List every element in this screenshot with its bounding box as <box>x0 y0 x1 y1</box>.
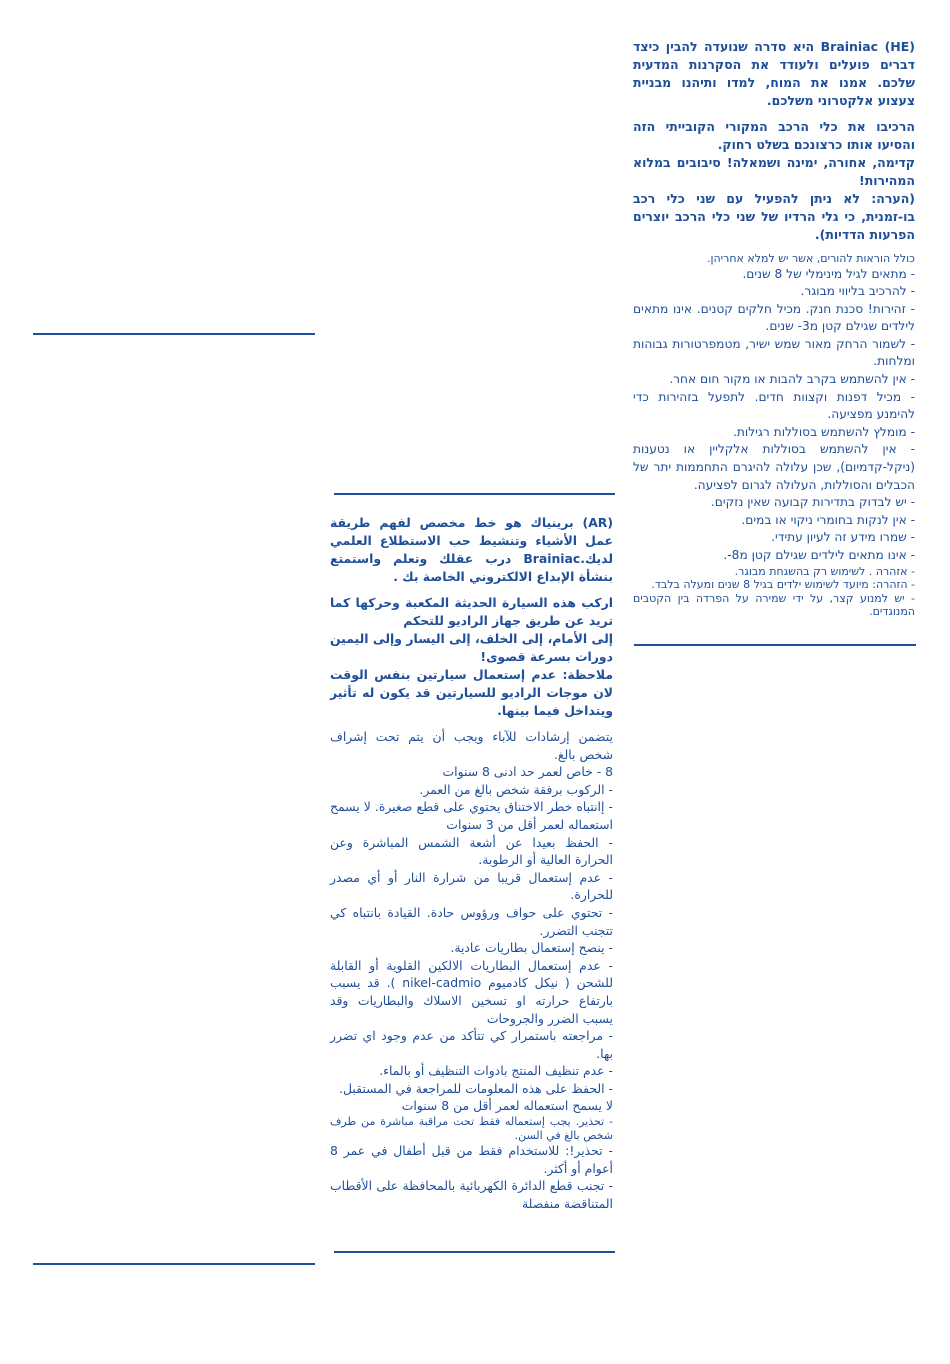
arabic-instruction-item: - ينصح إستعمال بطاريات عادية. <box>450 940 613 956</box>
hebrew-intro-paragraph: Brainiac (HE) היא סדרה שנועדה להבין כיצד דברים פועלים ולעודד את הסקרנות המדעית שלכם. אמנו את המוח, למדו ותיהנו מבניית צעצוע אלקטרוני משלכם. <box>633 39 916 108</box>
arabic-instruction-item: - تحتوي على حواف ورؤوس حادة. القيادة بانتباه كي تتجنب التضرر. <box>330 904 613 938</box>
hebrew-instruction-item: - מומלץ להשתמש בסוללות רגילות. <box>733 424 915 439</box>
divider-line <box>334 493 615 495</box>
arabic-warning-item: - تحذير!: للاستخدام فقط من قبل أطفال في عمر 8 أعوام أو أكثر. <box>330 1143 613 1176</box>
divider-line <box>33 1263 315 1265</box>
hebrew-warning-item: - אזהרה . לשימוש רק בהשגחת מבוגר. <box>734 564 915 578</box>
arabic-intro-paragraph: اركب هذه السيارة الحديثة المكعبة وحركها كما تريد عن طريق جهاز الراديو للتحكم <box>330 595 613 628</box>
arabic-instruction-item: 8 - خاص لعمر حد ادنى 8 سنوات <box>442 764 613 780</box>
arabic-instruction-item: - عدم إستعمال قريبا من شرارة النار أو أي مصدر للحرارة. <box>330 869 613 903</box>
hebrew-intro-paragraph: (הערה: לא ניתן להפעיל עם שני כלי רכב בו-זמנית, כי גלי הרדיו של שני כלי הרכב יוצרים הפרעות הדדיות). <box>633 191 915 242</box>
arabic-instruction-item: - مراجعته باستمرار كي تتأكد من عدم وجود اي تضرر بها. <box>330 1028 613 1061</box>
hebrew-intro <box>633 38 915 244</box>
arabic-intro-paragraph: إلى الأمام، إلى الخلف، إلى اليسار وإلى اليمين دورات بسرعة قصوى! <box>330 631 613 664</box>
arabic-instruction-item: - عدم إستعمال البطاريات الالكين القلوية أو القابلة للشحن ( نيكل كادميوم nikel-cadmio ). قد يسبب بارتفاع حرارته او تسخين الاسلاك والبطاريات وقد يسبب الضرر والجروحات <box>330 957 613 1026</box>
arabic-instruction-item: - الركوب برفقة شخص بالغ من العمر. <box>419 781 613 797</box>
divider-line <box>634 644 916 646</box>
arabic-instructions <box>330 728 613 1212</box>
hebrew-instruction-item: - לשמור הרחק מאור שמש ישיר, מטמפרטורות גבוהות ומלחות. <box>633 336 915 369</box>
hebrew-instruction-item: - מכיל דפנות וקצוות חדים. לתפעל בזהירות כדי להימנע מפציעה. <box>633 389 915 422</box>
arabic-instruction-item: - الحفظ بعيدا عن أشعة الشمس المباشرة وعن الحرارة العالية أو الرطوبة. <box>330 834 613 868</box>
hebrew-instruction-item: - אין להשתמש בקרב להבות או מקור חום אחר. <box>669 372 915 387</box>
hebrew-instruction-item: - להרכיב בליווי מבוגר. <box>800 284 915 299</box>
hebrew-instruction-item: - שמרו מידע זה לעיון עתידי. <box>771 530 915 545</box>
hebrew-warning-item: - יש למנוע קצר, על ידי שמירה על הפרדה בין הקטבים המנוגדים. <box>633 591 915 619</box>
hebrew-instructions <box>633 252 915 619</box>
arabic-warning-item: - تحذير. يجب إستعماله فقط تحت مراقبة مباشرة من طرف شخص بالغ في السن. <box>330 1115 613 1142</box>
arabic-instruction-item: لا يسمح استعماله لعمر أقل من 8 سنوات <box>401 1098 613 1114</box>
arabic-instruction-item: - الحفظ على هذه المعلومات للمراجعة في المستقبل. <box>339 1080 613 1096</box>
hebrew-intro-paragraph: קדימה, אחורה, ימינה ושמאלה! סיבובים במלוא המהירות! <box>633 155 915 188</box>
divider-line <box>334 1251 615 1253</box>
hebrew-section <box>633 38 915 619</box>
hebrew-instruction-item: - אין לנקות בחומרי ניקוי או במים. <box>741 512 915 527</box>
hebrew-instruction-item: - אינו מתאים לילדים שגילם קטן מ8-. <box>723 548 915 562</box>
arabic-instruction-item: - إانتباه خطر الاختناق يحتوي على قطع صغيرة. لا يسمح استعماله لعمر أقل من 3 سنوات <box>330 799 613 832</box>
arabic-section <box>330 514 613 1212</box>
hebrew-instruction-item: - מתאים לגיל מינימלי של 8 שנים. <box>742 266 915 281</box>
hebrew-instruction-item: כולל הוראות להורים, אשר יש למלא אחריהן. <box>707 252 915 265</box>
hebrew-instruction-item: - יש לבדוק בתדירות קבועה שאין נזקים. <box>710 495 915 510</box>
arabic-warning-item: - تجنب قطع الدائرة الكهربائية بالمحافظة على الأقطاب المتناقضة منفصلة <box>330 1178 613 1211</box>
arabic-instruction-item: - عدم تنظيف المنتج بادوات التنظيف أو بالماء. <box>379 1063 613 1079</box>
hebrew-intro-paragraph: הרכיבו את כלי הרכב המקורי הקובייתי הזה והסיעו אותו כרצונכם בשלט רחוק. <box>633 119 915 152</box>
arabic-intro <box>330 514 613 720</box>
arabic-instruction-item: يتضمن إرشادات للآباء ويجب أن يتم تحت إشراف شخص بالغ. <box>330 729 613 762</box>
hebrew-instruction-item: - זהירות! סכנת חנק. מכיל חלקים קטנים. אינו מתאים לילדים שגילם קטן מ3- שנים. <box>633 301 915 334</box>
hebrew-warning-item: - הזהרה: מיועד לשימוש ילדים בגיל 8 שנים ומעלה בלבד. <box>651 578 915 592</box>
arabic-intro-paragraph: ملاحظة: عدم إستعمال سيارتين بنفس الوقت لان موجات الراديو للسيارتين قد يكون له تأثير ويتداخل فيما بينها. <box>330 667 613 718</box>
hebrew-instruction-item: - אין להשתמש בסוללות אלקליין או נטענות (ניקל-קדמיום), שכן עלולה להיגרם התחממות יתר של הכבלים והסוללות, העלולה לגרום לפציעה. <box>633 442 915 492</box>
arabic-intro-paragraph: (AR) برينياك هو خط مخصص لفهم طريقة عمل الأشياء وتنشيط حب الاستطلاع العلمي لديك.Brainiac درب عقلك وتعلم واستمتع بنشأة الإبداع الالكتروني الخاصة بك . <box>330 515 613 584</box>
divider-line <box>33 333 315 335</box>
